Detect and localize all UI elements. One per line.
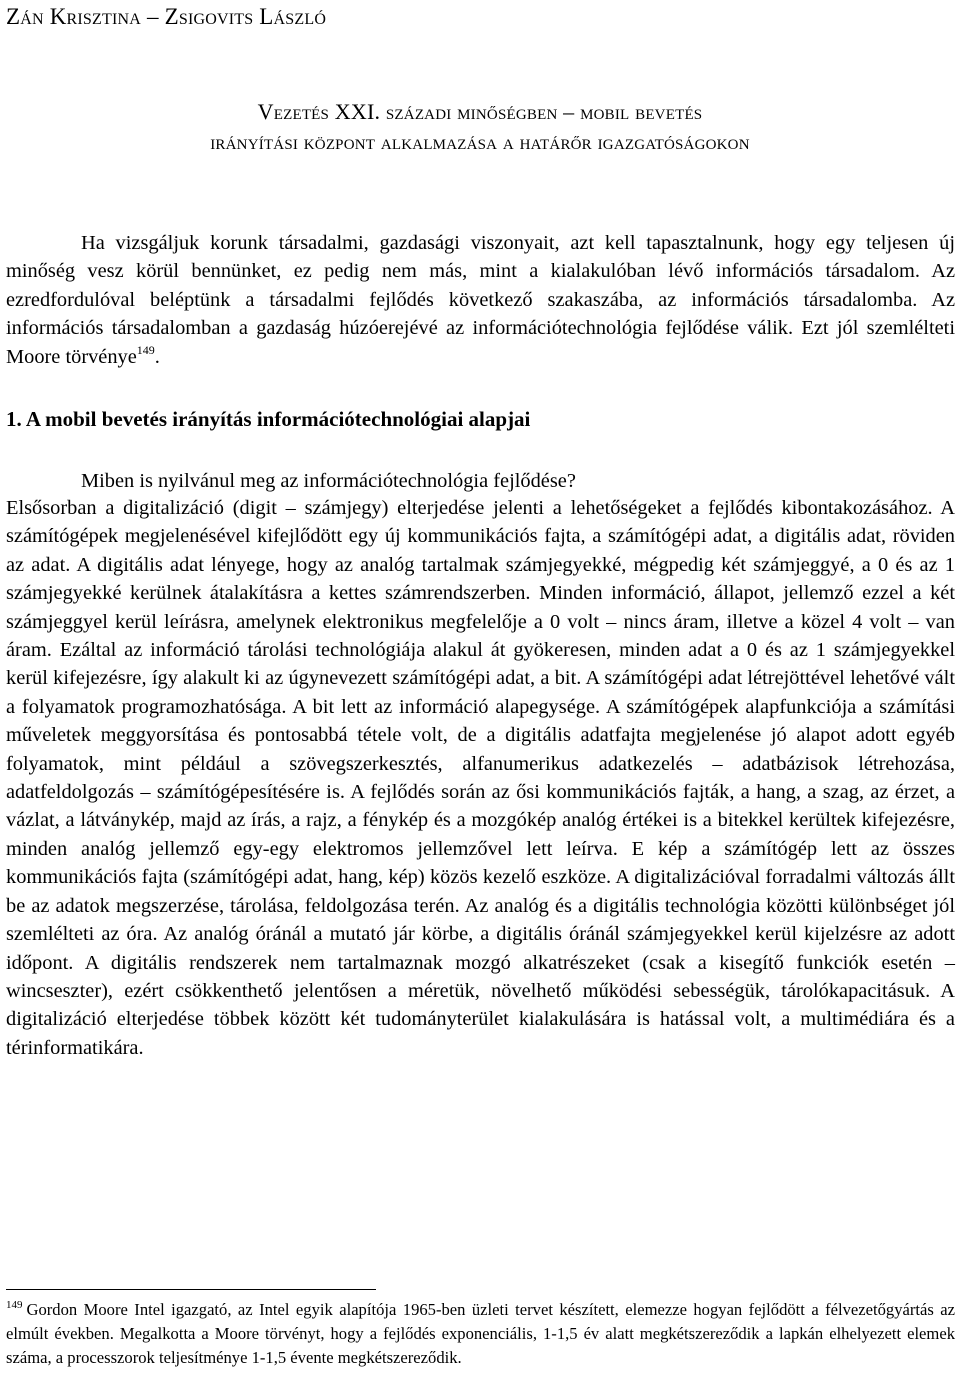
footnote-separator: [6, 1289, 376, 1290]
article-title: [0, 97, 960, 157]
title-line-2: irányítási központ alkalmazása a határőr igazgatóságokon: [210, 129, 750, 154]
intro-paragraph: [6, 229, 955, 371]
title-line-1: Vezetés XXI. századi minőségben – mobil bevetés: [257, 99, 703, 124]
section-question: Miben is nyilvánul meg az információtechnológia fejlődése?: [81, 470, 576, 492]
footnote: [6, 1298, 955, 1370]
running-header: Zán Krisztina – Zsigovits László: [6, 4, 327, 29]
body-paragraph: Elsősorban a digitalizáció (digit – számjegy) elterjedése jelenti a lehetőségeket a fejlődés kibontakozásához. A számítógépek megjelenésével kifejlődött egy új kommunikációs fajta, a számítógépi adat, a digitális adat, röviden az adat. A digitális adat lényege, hogy az analóg tartalmak számjegyekké, mégpedig két számjeggyé, a 0 és az 1 számjegyekké kerülnek átalakításra a kettes számrendszerben. Minden információ, állapot, jellemző ezzel a két számjeggyel kerül leírásra, amelynek elektronikus megfelelője a 0 volt – nincs áram, illetve a közel 4 volt – van áram. Ezáltal az információ tárolási technológiája alakul át gyökeresen, minden adat a 0 és az 1 számjegyekkel kerül kifejezésre, így alakult ki az úgynevezett számítógépi adat, a bit. A számítógépi adat létrejöttével lehetővé vált a folyamatok programozhatósága. A bit lett az információ alapegysége. A számítógépek alapfunkciója a számítási műveletek meggyorsítása és pontosabbá tétele volt, de a digitális adatfajta megjelenése jó alapot adott egyéb folyamatok, mint például a szövegszerkesztés, alfanumerikus adatkezelés – adatbázisok létrehozása, adatfeldolgozás – számítógépesítésére is. A fejlődés során az ősi kommunikációs fajták, a hang, a szag, az érzet, a vázlat, a látványkép, majd az írás, a rajz, a fénykép és a mozgókép analóg értékei is a bitekkel kerültek kifejezésre, minden analóg jellemző egy-egy elektromos jellemzővel lett leírva. E kép a számítógép lett az összes kommunikációs fajta (számítógépi adat, hang, kép) közös kezelő eszköze. A digitalizációval forradalmi változás állt be az adatok megszerzése, tárolása, feldolgozása terén. Az analóg és a digitális technológia közötti különbséget jól szemlélteti az óra. Az analóg óránál a mutató jár körbe, a digitális óránál számjegyekkel kerül kijelzésre az adott időpont. A digitális rendszerek nem tartalmaznak mozgó alkatrészeket (csak a kisegítő funkciók esetén – wincseszter), ezért csökkenthető jelentősen a méretük, növelhető működési sebességük, tárolókapacitásuk. A digitalizáció elterjedése többek között két tudományterület kialakulására is hatással volt, a multimédiára és a térinformatikára.: [6, 497, 955, 1059]
footnote-reference[interactable]: 149: [136, 342, 155, 357]
section-heading: 1. A mobil bevetés irányítás információtechnológiai alapjai: [6, 407, 531, 431]
footnote-number: 149: [6, 1299, 23, 1311]
intro-end: .: [154, 345, 160, 368]
footnote-text: Gordon Moore Intel igazgató, az Intel egyik alapítója 1965-ben üzleti tervet készített, elemezze hogyan fejlődött a félvezetőgyártás az elmúlt években. Megalkotta a Moore törvényt, hogy a fejlődés exponenciális, 1-1,5 év alatt megkétszereződik a lapkán elhelyezett elemek száma, a processzorok teljesítménye 1-1,5 évente megkétszereződik.: [6, 1300, 955, 1367]
intro-text: Ha vizsgáljuk korunk társadalmi, gazdasági viszonyait, azt kell tapasztalnunk, hogy egy teljesen új minőség vesz körül bennünket, ez pedig nem más, mint a kialakulóban lévő információs társadalom. Az ezredfordulóval beléptünk a társadalmi fejlődés következő szakaszába, az információs társadalomba. Az információs társadalomban a gazdaság húzóerejévé az információtechnológia fejlődése válik. Ezt jól szemlélteti Moore törvénye: [6, 232, 955, 368]
